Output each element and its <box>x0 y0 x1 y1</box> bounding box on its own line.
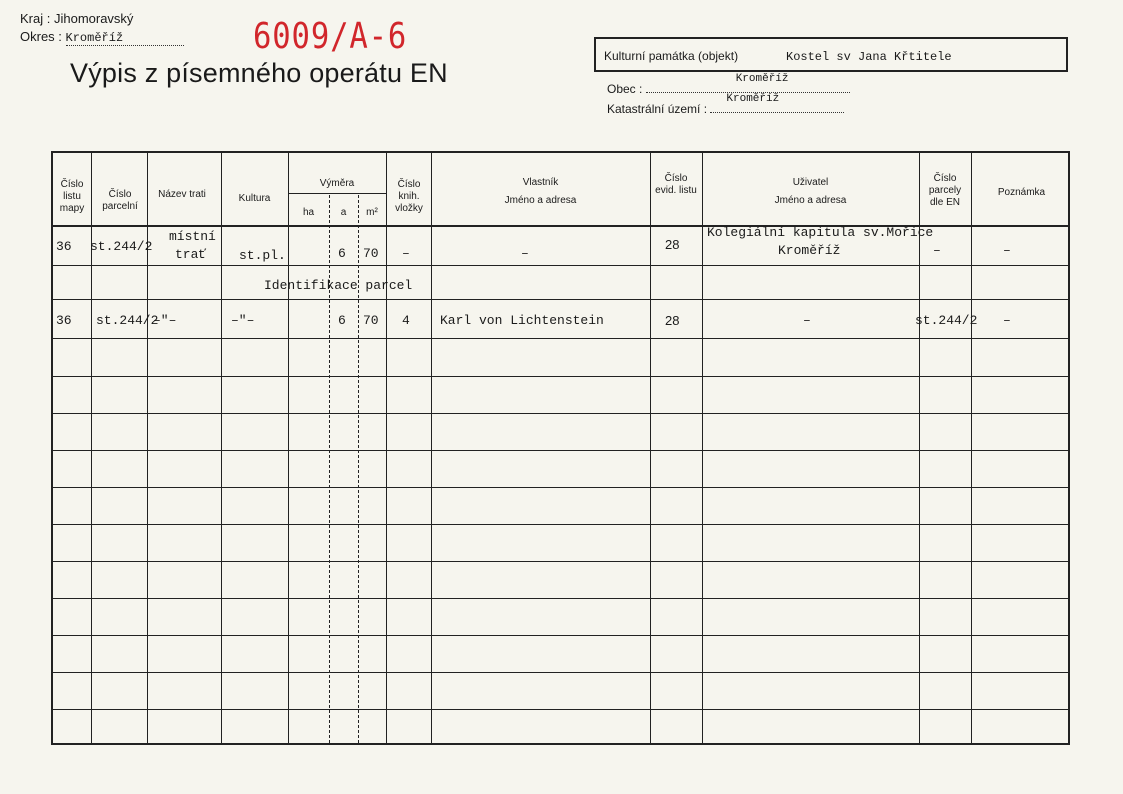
pamatka-box <box>594 37 1068 72</box>
row-line <box>53 598 1068 599</box>
th-vymera: Výměra <box>319 178 355 189</box>
katastr-value: Kroměříž <box>726 93 780 105</box>
r2-parcela-en: st.244/2 <box>915 313 978 328</box>
r2-uzivatel: – <box>803 313 811 328</box>
kraj-value: Jihomoravský <box>53 11 134 26</box>
r1-parcela-en: – <box>933 243 941 258</box>
page-title: Výpis z písemného operátu EN <box>70 58 448 88</box>
kraj-label: Kraj : <box>20 11 51 26</box>
row-line <box>53 413 1068 414</box>
row-line <box>53 672 1068 673</box>
kraj-line <box>20 11 133 26</box>
pamatka-label: Kulturní památka (objekt) <box>604 49 739 63</box>
row-line <box>53 265 1068 266</box>
r2-list: 36 <box>56 313 72 328</box>
pamatka-value: Kostel sv Jana Křtitele <box>786 50 952 64</box>
row-line <box>53 299 1068 300</box>
obec-dots <box>646 73 850 93</box>
col-divider <box>702 153 703 743</box>
obec-label: Obec : <box>607 82 643 96</box>
katastr-dots <box>710 93 844 113</box>
col-divider <box>971 153 972 743</box>
th-vlastnik-sub: Jméno a adresa <box>504 195 577 206</box>
r1-m2: 70 <box>363 246 379 261</box>
archive-stamp: 6009/A-6 <box>253 16 408 57</box>
r2-vlastnik: Karl von Lichtenstein <box>440 313 604 328</box>
th-ha: ha <box>302 207 315 218</box>
r1-uzivatel-2: Kroměříž <box>778 243 841 258</box>
th-cislo-knih: Číslo knih. vložky <box>395 179 423 214</box>
r2-parcela: st.244/2 <box>96 313 159 328</box>
row-line <box>53 635 1068 636</box>
th-cislo-listu: Číslo listu mapy <box>59 179 85 214</box>
section-identifikace: Identifikace parcel <box>264 278 413 293</box>
r2-m2: 70 <box>363 313 379 328</box>
r1-poznamka: – <box>1003 243 1011 258</box>
okres-label: Okres : <box>20 29 62 44</box>
col-divider <box>386 153 387 743</box>
row-line <box>53 376 1068 377</box>
r1-kultura: st.pl. <box>239 248 286 263</box>
th-cislo-parcely-en: Číslo parcely dle EN <box>928 173 962 208</box>
th-kultura: Kultura <box>238 193 271 204</box>
r2-evid: 28 <box>665 313 680 328</box>
r2-trat: –"– <box>153 313 177 328</box>
parcel-table <box>51 151 1070 745</box>
r1-parcela: st.244/2 <box>90 239 153 254</box>
r2-a: 6 <box>338 313 346 328</box>
katastr-line <box>607 93 844 116</box>
r1-vlastnik: – <box>521 246 529 261</box>
r1-a: 6 <box>338 246 346 261</box>
th-cislo-evid: Číslo evid. listu <box>655 173 697 196</box>
col-divider <box>650 153 651 743</box>
row-line <box>53 709 1068 710</box>
obec-value: Kroměříž <box>735 73 789 85</box>
r2-kultura: –"– <box>231 313 255 328</box>
th-uzivatel-sub: Jméno a adresa <box>774 195 847 206</box>
th-nazev-trati: Název trati <box>158 189 206 200</box>
row-line <box>53 487 1068 488</box>
th-cislo-parcelni: Číslo parcelní <box>102 189 138 212</box>
row-line <box>53 524 1068 525</box>
okres-value: Kroměříž <box>66 31 184 46</box>
vymera-subline <box>288 193 386 194</box>
row-line <box>53 450 1068 451</box>
r1-trat-1: místní <box>169 229 216 244</box>
r1-knih: – <box>402 246 410 261</box>
r2-knih: 4 <box>402 313 410 328</box>
row-line <box>53 561 1068 562</box>
th-uzivatel: Uživatel <box>792 177 829 188</box>
col-divider <box>919 153 920 743</box>
r1-uzivatel-1: Kolegiální kapitula sv.Mořice <box>707 225 934 240</box>
col-divider <box>221 153 222 743</box>
r1-evid: 28 <box>665 237 680 252</box>
r2-poznamka: – <box>1003 313 1011 328</box>
katastr-label: Katastrální území : <box>607 102 708 116</box>
th-a: a <box>340 207 347 218</box>
th-m2: m² <box>366 207 378 218</box>
col-divider <box>288 153 289 743</box>
col-divider <box>431 153 432 743</box>
okres-line <box>20 29 184 46</box>
r1-list: 36 <box>56 239 72 254</box>
th-vlastnik: Vlastník <box>522 177 559 188</box>
th-poznamka: Poznámka <box>997 187 1046 198</box>
row-line <box>53 338 1068 339</box>
r1-trat-2: trať <box>175 247 207 262</box>
